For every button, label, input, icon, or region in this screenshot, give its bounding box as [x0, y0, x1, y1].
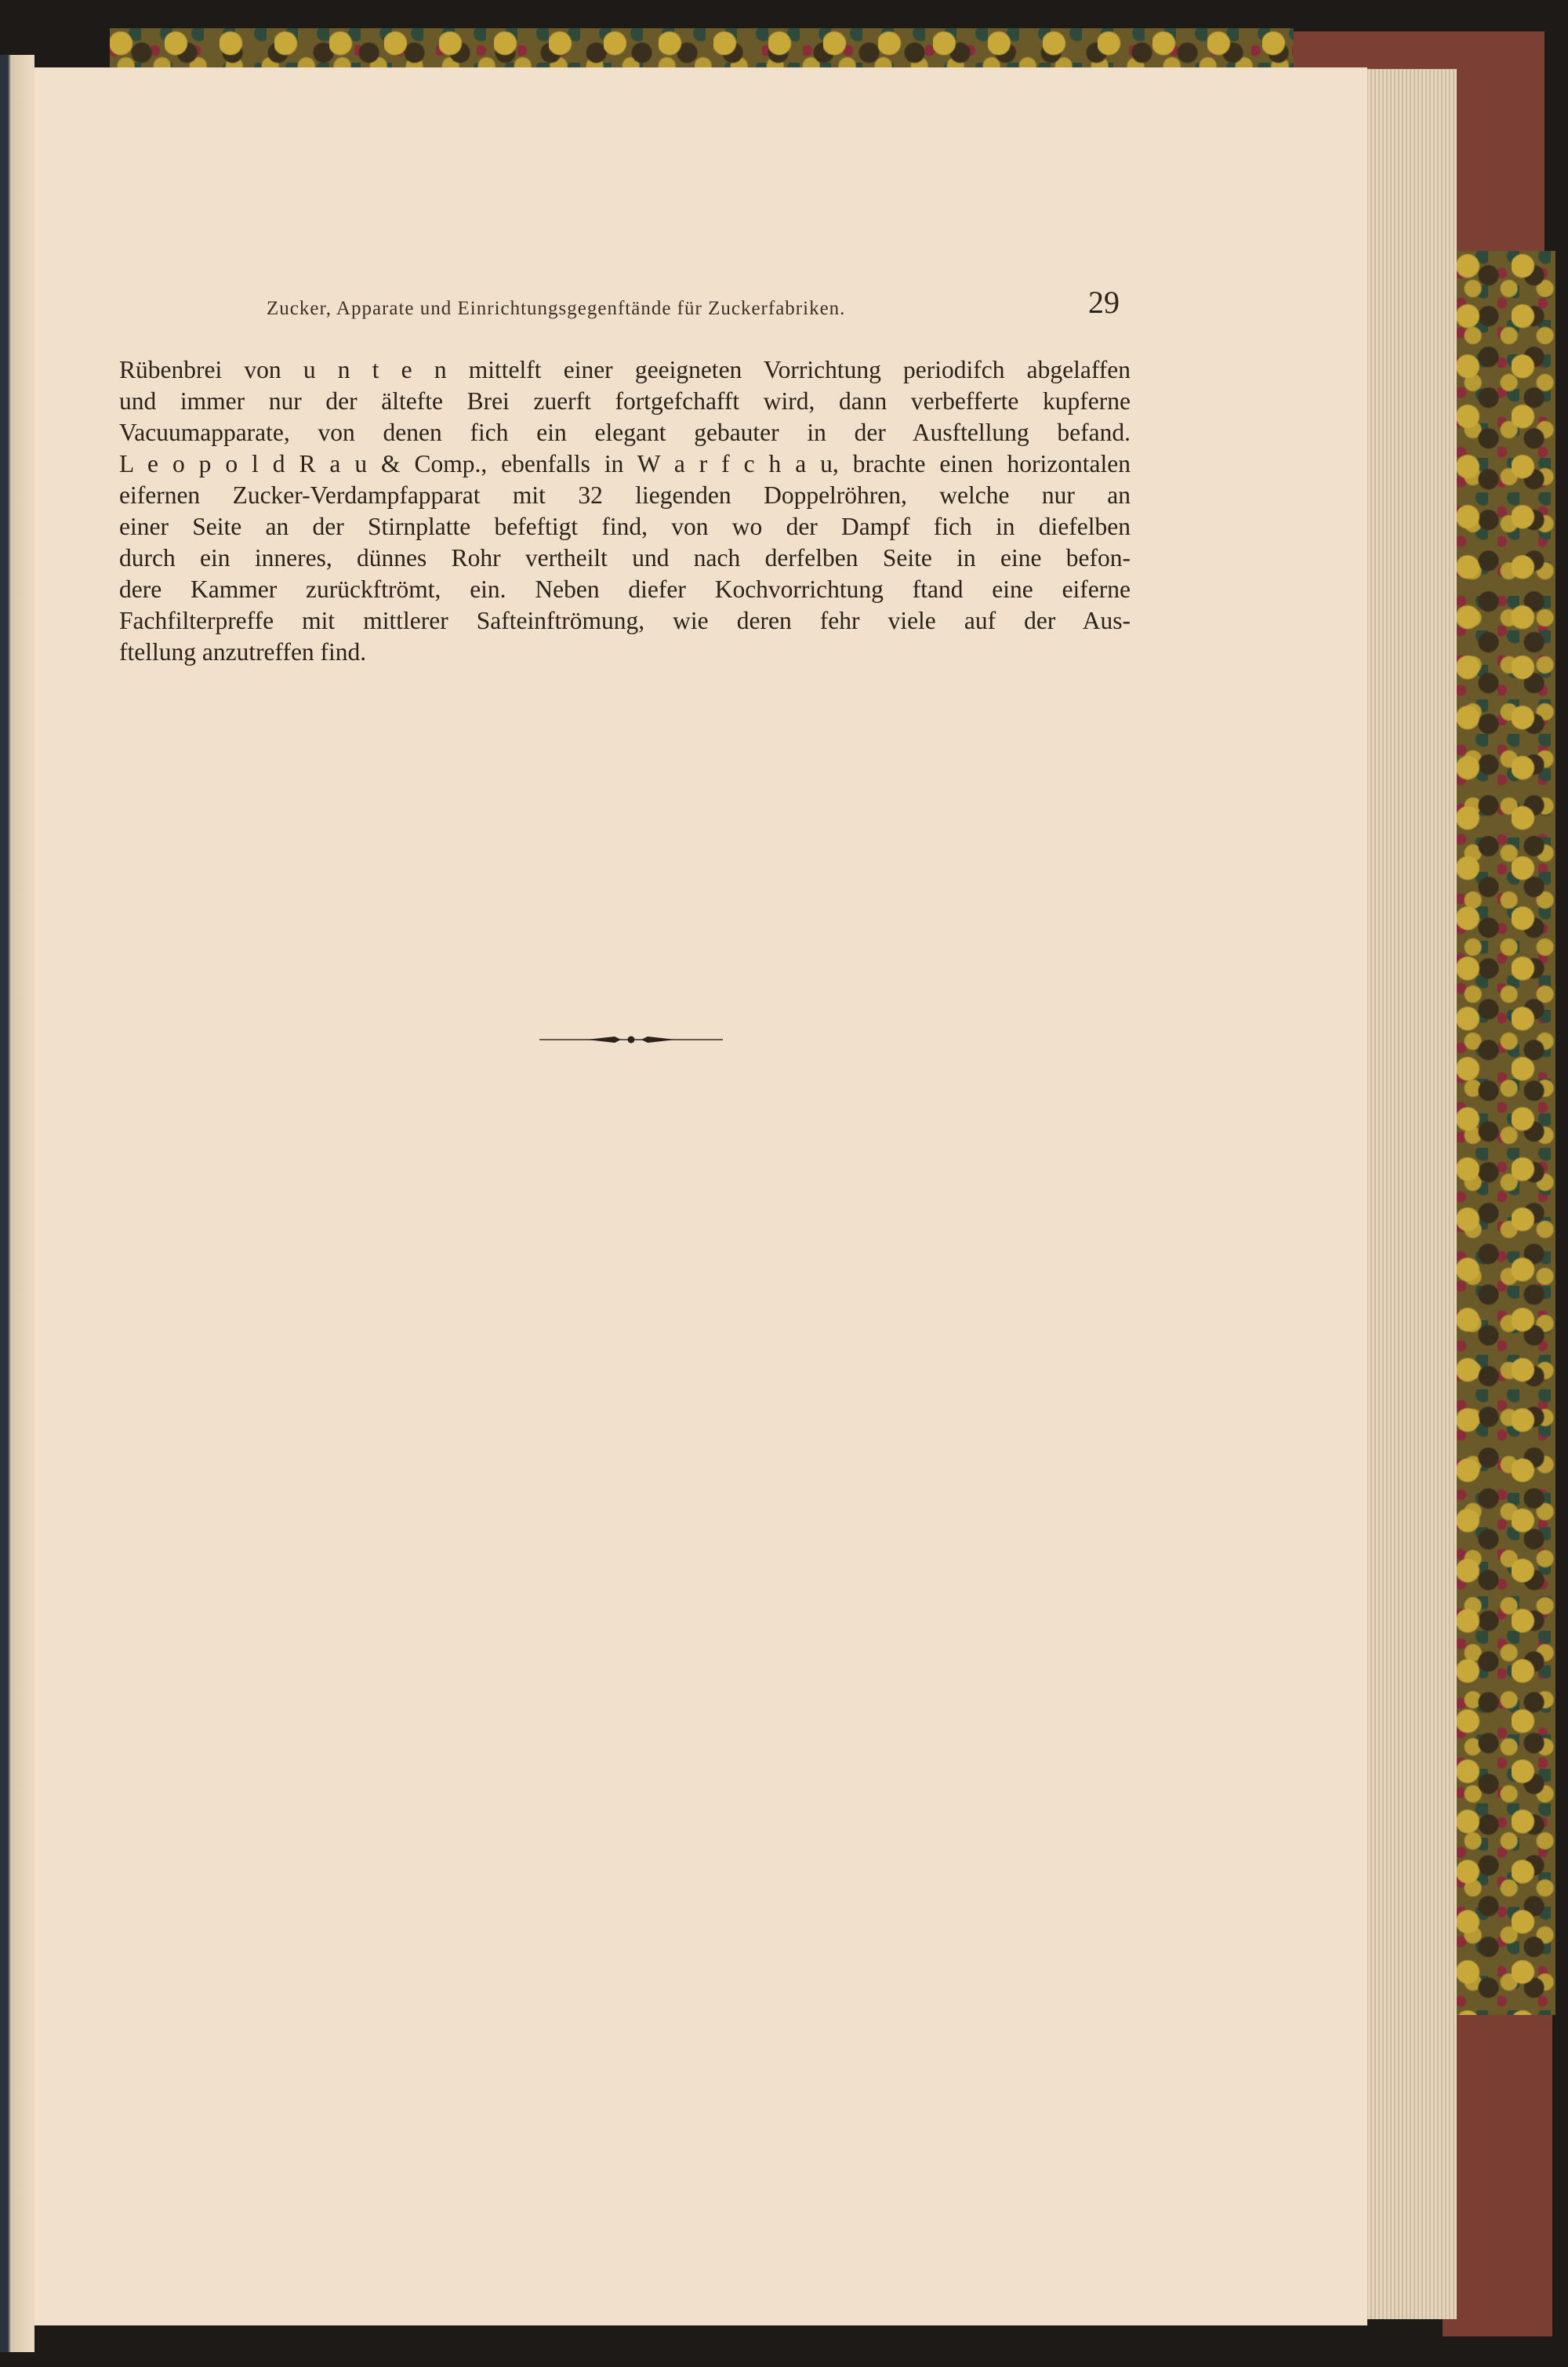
binding-board-bottom: [1443, 1991, 1552, 2336]
marbled-edge-right: [1457, 251, 1555, 2015]
text-line: durch ein inneres, dünnes Rohr vertheilt und nach derfelben Seite in eine befon-: [119, 544, 1131, 572]
section-end-ornament-icon: [539, 1032, 723, 1047]
text-line: dere Kammer zurückftrömt, ein. Neben diefer Kochvorrichtung ftand eine eiferne: [119, 575, 1131, 603]
text-line: eifernen Zucker-Verdampfapparat mit 32 liegenden Doppelröhren, welche nur an: [119, 481, 1131, 509]
text-line: L e o p o l d R a u & Comp., ebenfalls in W a r f c h a u, brachte einen horizontalen: [119, 450, 1131, 477]
text-line: Fachfilterpreffe mit mittlerer Safteinftrömung, wie deren fehr viele auf der Aus-: [119, 607, 1131, 634]
page-number: 29: [1088, 285, 1120, 320]
running-header: Zucker, Apparate und Einrichtungsgegenftände für Zuckerfabriken.: [267, 298, 846, 319]
text-line: Vacuumapparate, von denen fich ein elegant gebauter in der Ausftellung befand.: [119, 419, 1131, 446]
text-line: ftellung anzutreffen find.: [119, 638, 367, 666]
page-stack-edge: [1364, 69, 1457, 2319]
text-line: einer Seite an der Stirnplatte befeftigt find, von wo der Dampf fich in diefelben: [119, 513, 1131, 540]
body-paragraph: [119, 354, 1131, 668]
left-page-edge: [0, 55, 34, 2352]
text-line: Rübenbrei von u n t e n mittelft einer geeigneten Vorrichtung periodifch abgelaffen: [119, 356, 1131, 383]
text-line: und immer nur der ältefte Brei zuerft fortgefchafft wird, dann verbefferte kupferne: [119, 387, 1131, 415]
